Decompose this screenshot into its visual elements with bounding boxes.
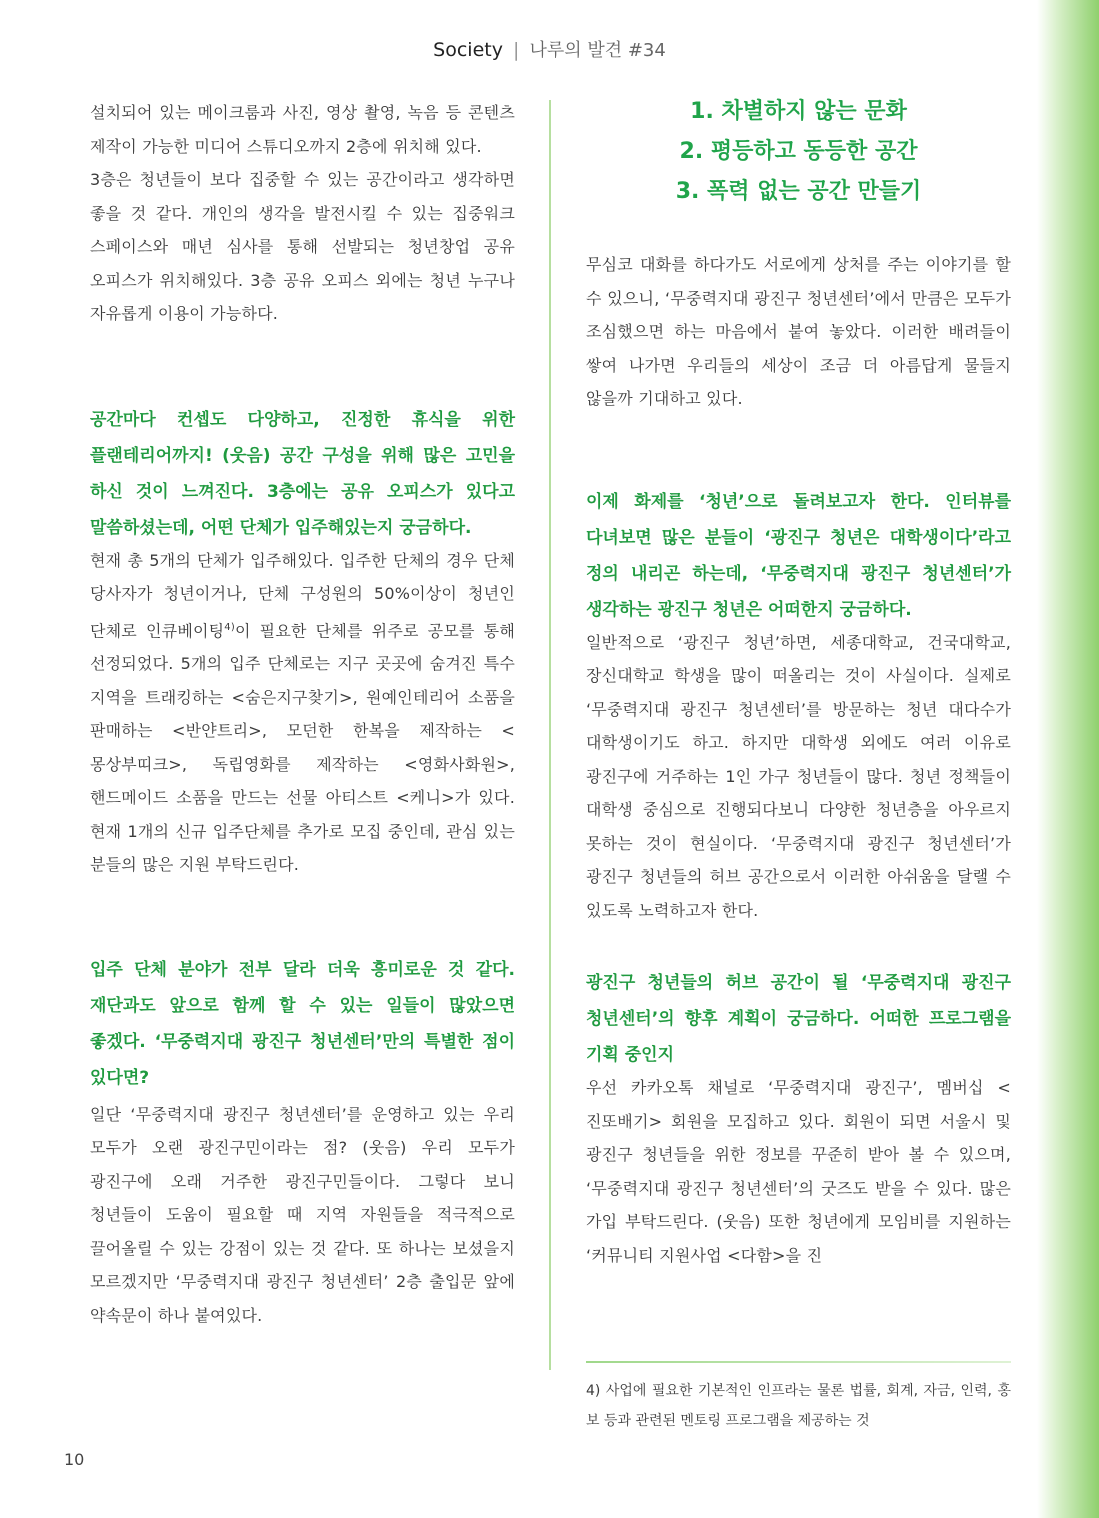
page-number: 10 (64, 1450, 85, 1469)
answer-text: 이 필요한 단체를 위주로 공모를 통해 선정되었다. 5개의 입주 단체로는 지구 곳곳에 숨겨진 특수 지역을 트래킹하는 <숨은지구찾기>, 원예인테리어 소품을 판매하는 <반얀트리>, 모던한 한복을 제작하는 <몽상부띠크>, 독립영화를 제작하는 <영화사화원>, 핸드메이드 소품을 만드는 선물 아티스트 <케니>가 있다. 현재 1개의 신규 입주단체를 추가로 모집 중인데, 관심 있는 분들의 많은 지원 부탁드린다. (90, 620, 515, 875)
promise-item: 2. 평등하고 동등한 공간 (679, 139, 918, 164)
paragraph: 설치되어 있는 메이크룸과 사진, 영상 촬영, 녹음 등 콘텐츠 제작이 가능한 미디어 스튜디오까지 2층에 위치해 있다. (90, 103, 515, 156)
paragraph: 무심코 대화를 하다가도 서로에게 상처를 주는 이야기를 할 수 있으니, ‘무중력지대 광진구 청년센터’에서 만큼은 모두가 조심했으면 하는 마음에서 붙여 놓았다. 이러한 배려들이 쌓여 나가면 우리들의 세상이 조금 더 아름답게 물들지 않을까 기대하고 있다. (586, 255, 1011, 408)
issue-title: 나루의 발견 #34 (529, 40, 666, 61)
interview-question: 입주 단체 분야가 전부 달라 더욱 흥미로운 것 같다. 재단과도 앞으로 함께 할 수 있는 일들이 많았으면 좋겠다. ‘무중력지대 광진구 청년센터’만의 특별한 점이 있다면? (90, 959, 515, 1088)
promise-list (586, 92, 1011, 212)
page-header (0, 36, 1099, 62)
interview-question: 광진구 청년들의 허브 공간이 될 ‘무중력지대 광진구 청년센터’의 향후 계획이 궁금하다. 어떠한 프로그램을 기획 중인지 (586, 973, 1011, 1065)
footnote: 4) 사업에 필요한 기본적인 인프라는 물론 법률, 회계, 자금, 인력, 홍보 등과 관련된 멘토링 프로그램을 제공하는 것 (586, 1383, 1011, 1429)
answer-text: 현재 총 5개의 단체가 입주해있다. 입주한 단체의 경우 단체 당사자가 청년이거나, 단체 구성원의 50%이상이 청년인 단체로 인큐베이팅 (90, 550, 515, 640)
header-separator: | (513, 39, 520, 61)
interview-question: 공간마다 컨셉도 다양하고, 진정한 휴식을 위한 플랜테리어까지! (웃음) 공간 구성을 위해 많은 고민을 하신 것이 느껴진다. 3층에는 공유 오피스가 있다고 말씀하셨는데, 어떤 단체가 입주해있는지 궁금하다. (90, 409, 515, 538)
footnote-divider (586, 1361, 1011, 1363)
interview-question: 이제 화제를 ‘청년’으로 돌려보고자 한다. 인터뷰를 다녀보면 많은 분들이 ‘광진구 청년은 대학생이다’라고 정의 내리곤 하는데, ‘무중력지대 광진구 청년센터’가 생각하는 광진구 청년은 어떠한지 궁금하다. (586, 491, 1011, 620)
interview-answer: 우선 카카오톡 채널로 ‘무중력지대 광진구’, 멤버십 <진또배기> 회원을 모집하고 있다. 회원이 되면 서울시 및 광진구 청년들을 위한 정보를 꾸준히 받아 볼 수 있으며, ‘무중력지대 광진구 청년센터’의 굿즈도 받을 수 있다. 많은 가입 부탁드린다. (웃음) 또한 청년에게 모임비를 지원하는 ‘커뮤니티 지원사업 <다함>을 진 (586, 1078, 1011, 1265)
left-column (90, 96, 515, 1332)
section-title: Society (433, 39, 503, 61)
promise-item: 3. 폭력 없는 공간 만들기 (675, 179, 922, 204)
side-gradient-band (1037, 0, 1099, 1518)
interview-answer: 일단 ‘무중력지대 광진구 청년센터’를 운영하고 있는 우리 모두가 오랜 광진구민이라는 점? (웃음) 우리 모두가 광진구에 오래 거주한 광진구민들이다. 그렇다 보니 청년들이 도움이 필요할 때 지역 자원들을 적극적으로 끌어올릴 수 있는 강점이 있는 것 같다. 또 하나는 보셨을지 모르겠지만 ‘무중력지대 광진구 청년센터’ 2층 출입문 앞에 약속문이 하나 붙여있다. (90, 1104, 515, 1325)
promise-item: 1. 차별하지 않는 문화 (690, 99, 907, 124)
right-column (586, 92, 1011, 1272)
footnote-reference: 4) (224, 621, 235, 633)
interview-answer (90, 544, 515, 882)
interview-answer: 일반적으로 ‘광진구 청년’하면, 세종대학교, 건국대학교, 장신대학교 학생을 많이 떠올리는 것이 사실이다. 실제로 ‘무중력지대 광진구 청년센터’를 방문하는 청년 대다수가 대학생이기도 하고. 하지만 대학생 외에도 여러 이유로 광진구에 거주하는 1인 가구 청년들이 많다. 청년 정책들이 대학생 중심으로 진행되다보니 다양한 청년층을 아우르지 못하는 것이 현실이다. ‘무중력지대 광진구 청년센터’가 광진구 청년들의 허브 공간으로서 이러한 아쉬움을 달랠 수 있도록 노력하고자 한다. (586, 632, 1011, 920)
column-divider (549, 100, 551, 1370)
paragraph: 3층은 청년들이 보다 집중할 수 있는 공간이라고 생각하면 좋을 것 같다. 개인의 생각을 발전시킬 수 있는 집중워크 스페이스와 매년 심사를 통해 선발되는 청년창업 공유 오피스가 위치해있다. 3층 공유 오피스 외에는 청년 누구나 자유롭게 이용이 가능하다. (90, 170, 515, 323)
